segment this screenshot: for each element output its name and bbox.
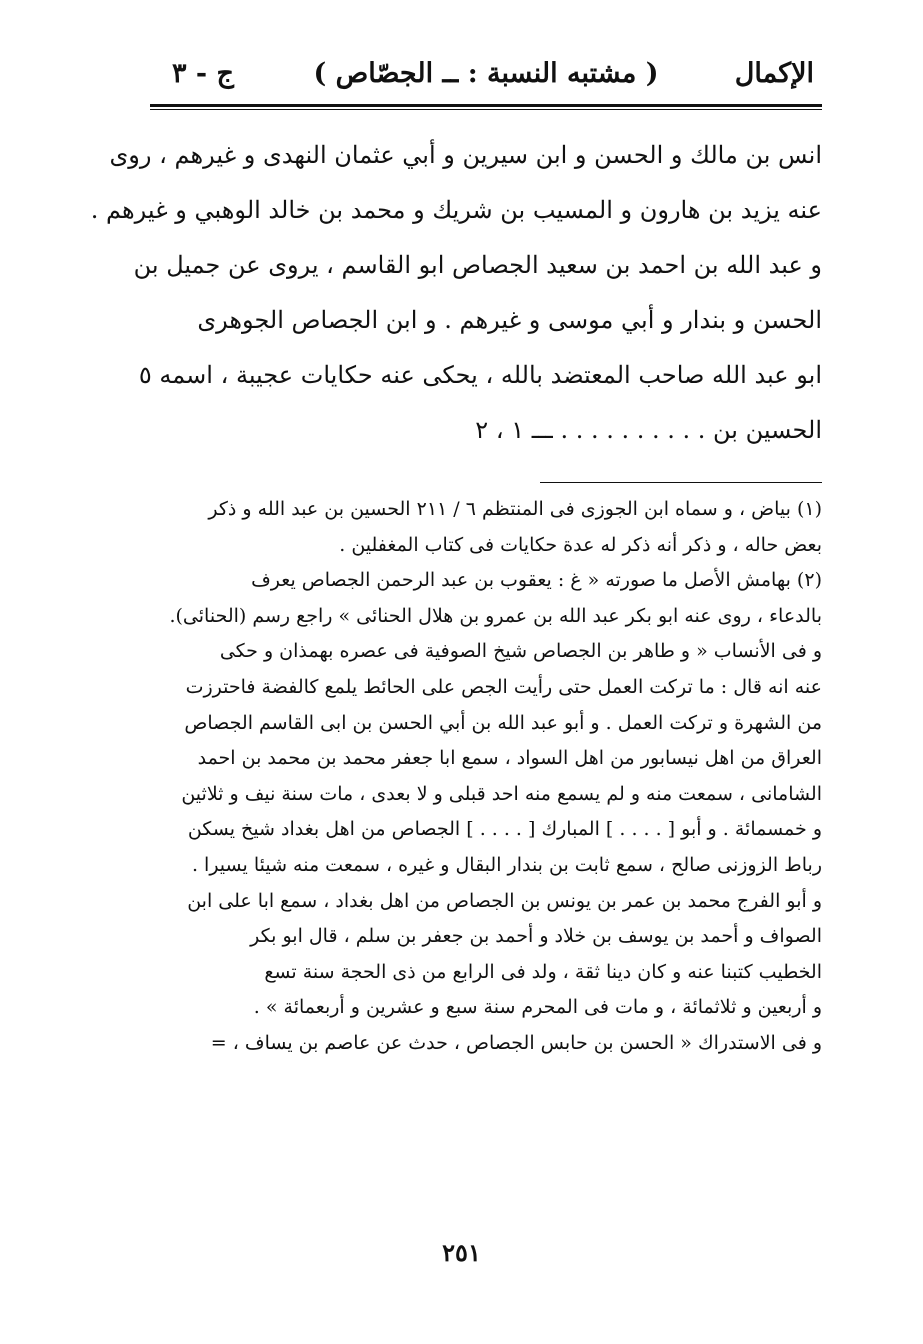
footnote-line: و خمسمائة . و أبو [ . . . . ] المبارك [ . . . . ] الجصاص من اهل بغداد شيخ يسكن [187,818,822,841]
volume-label: ج - ٣ [172,58,234,89]
footnote-line: و فى الاستدراك « الحسن بن حابس الجصاص ، حدث عن عاصم بن يساف ، = [210,1031,822,1054]
footnote-line: من الشهرة و تركت العمل . و أبو عبد الله بن أبي الحسن بن ابى القاسم الجصاص [184,711,822,734]
footnote-separator [540,482,822,483]
main-line: انس بن مالك و الحسن و ابن سيرين و أبي عثمان النهدى و غيرهم ، روى [109,141,822,169]
header-rule-thick [150,104,822,107]
footnote-line: و أربعين و ثلاثمائة ، و مات فى المحرم سنة سبع و عشرين و أربعمائة » . [253,996,822,1019]
footnote-line: العراق من اهل نيسابور من اهل السواد ، سمع ابا جعفر محمد بن محمد بن احمد [197,747,822,770]
footnote-line: الخطيب كتبنا عنه و كان دينا ثقة ، ولد فى الرابع من ذى الحجة سنة تسع [264,960,822,983]
footnote-line: و أبو الفرج محمد بن عمر بن يونس بن الجصاص من اهل بغداد ، سمع ابا على ابن [187,889,822,912]
footnote-line: (٢) بهامش الأصل ما صورته « غ : يعقوب بن عبد الرحمن الجصاص يعرف [251,569,822,592]
footnote-line: (١) بياض ، و سماه ابن الجوزى فى المنتظم ٦ / ٢١١ الحسين بن عبد الله و ذكر [208,498,822,520]
footnote-line: بعض حاله ، و ذكر أنه ذكر له عدة حكايات فى كتاب المغفلين . [339,533,822,556]
section-title: ( مشتبه النسبة : ــ الجصّاص ) [313,58,659,89]
footnote-line: و فى الأنساب « و طاهر بن الجصاص شيخ الصوفية فى عصره بهمذان و حكى [219,640,822,663]
main-line: و عبد الله بن احمد بن سعيد الجصاص ابو القاسم ، يروى عن جميل بن [133,251,822,279]
footnote-line: رباط الزوزنى صالح ، سمع ثابت بن بندار البقال و غيره ، سمعت منه شيئا يسيرا . [191,853,822,876]
book-title: الإكمال [734,58,814,89]
footnote-line: الشامانى ، سمعت منه و لم يسمع منه احد قبلى و لا بعدى ، مات سنة نيف و ثلاثين [181,782,822,805]
running-header [150,52,822,100]
main-line: عنه يزيد بن هارون و المسيب بن شريك و محمد بن خالد الوهبي و غيرهم . [90,196,822,224]
main-text [90,128,822,458]
footnote-line: عنه انه قال : ما تركت العمل حتى رأيت الجص على الحائط يلمع كالفضة فاحترزت [185,675,822,698]
header-rule-thin [150,109,822,110]
footnote-line: بالدعاء ، روى عنه ابو بكر عبد الله بن عمرو بن هلال الحنائى » راجع رسم (الحنائى). [169,604,822,627]
main-line: ابو عبد الله صاحب المعتضد بالله ، يحكى عنه حكايات عجيبة ، اسمه ٥ [138,361,822,389]
footnote-line: الصواف و أحمد بن يوسف بن خلاد و أحمد بن جعفر بن سلم ، قال ابو بكر [250,925,822,948]
main-line: الحسين بن . . . . . . . . . . ـــ ١ ، ٢ [475,416,822,444]
page-number: ٢٥١ [442,1238,481,1267]
footnotes [150,492,822,1062]
main-line: الحسن و بندار و أبي موسى و غيرهم . و ابن الجصاص الجوهرى [197,306,822,334]
